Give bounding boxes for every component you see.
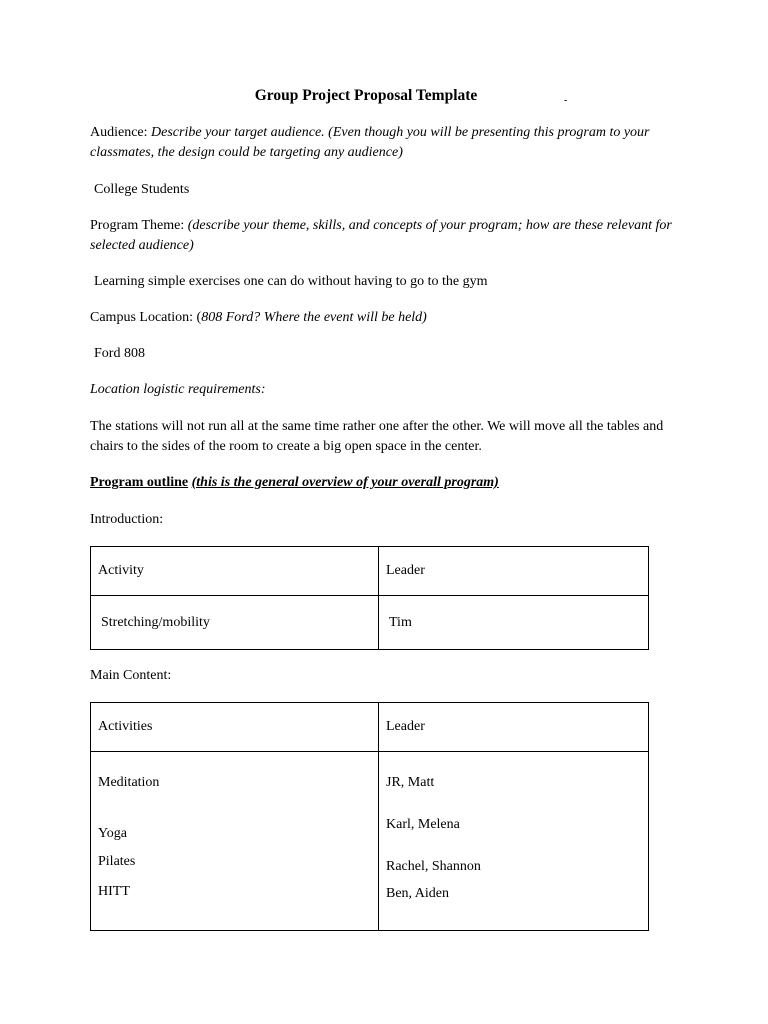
location-prompt-text: 808 Ford? Where the event will be held)	[201, 310, 427, 325]
theme-prompt-text: (describe your theme, skills, and concepts of your program; how are these relevant for selected audience)	[90, 218, 672, 253]
location-paren: (	[196, 310, 202, 325]
location-label: Campus Location:	[90, 310, 197, 325]
table-cell: Tim	[379, 596, 649, 650]
list-item: Meditation	[98, 775, 160, 790]
theme-prompt	[90, 216, 680, 256]
outline-note	[192, 475, 499, 490]
table-row	[91, 752, 649, 931]
location-answer: Ford 808	[94, 346, 145, 361]
outline-label: Program outline	[90, 475, 189, 490]
list-item: Karl, Melena	[386, 817, 460, 832]
main-content-heading: Main Content:	[90, 668, 172, 683]
logistics-answer: The stations will not run all at the same time rather one after the other. We will move all the tables and chairs to the sides of the room to create a big open space in the center.	[90, 419, 664, 454]
stray-mark: -	[564, 95, 568, 106]
list-item: HITT	[98, 884, 130, 899]
table-header-row	[91, 703, 649, 752]
theme-answer: Learning simple exercises one can do without having to go to the gym	[94, 274, 488, 289]
introduction-heading: Introduction:	[90, 512, 164, 527]
list-item: Rachel, Shannon	[386, 859, 481, 874]
document-title: Group Project Proposal Template	[254, 87, 478, 104]
introduction-table	[90, 546, 649, 650]
column-header: Activity	[91, 547, 379, 596]
logistics-label	[90, 380, 680, 400]
list-item: Yoga	[98, 826, 127, 841]
leaders-cell	[379, 752, 649, 931]
audience-answer: College Students	[94, 182, 190, 197]
table-cell: Stretching/mobility	[91, 596, 379, 650]
main-content-table	[90, 702, 649, 931]
location-prompt	[90, 308, 680, 328]
list-item: Pilates	[98, 854, 136, 869]
table-header-row	[91, 547, 649, 596]
theme-label: Program Theme:	[90, 218, 188, 233]
outline-note-text: (this is the general overview of your overall program)	[191, 475, 499, 490]
audience-label: Audience:	[90, 125, 152, 140]
audience-prompt-text: Describe your target audience. (Even though you will be presenting this program to your classmates, the design could be targeting any audience)	[90, 125, 650, 160]
column-header: Leader	[379, 703, 649, 752]
table-row	[91, 596, 649, 650]
column-header: Activities	[91, 703, 379, 752]
audience-prompt	[90, 123, 680, 163]
list-item: JR, Matt	[386, 775, 435, 790]
program-outline-heading	[90, 473, 680, 493]
column-header: Leader	[379, 547, 649, 596]
activities-cell	[91, 752, 379, 931]
logistics-label-text: Location logistic requirements:	[90, 382, 266, 397]
list-item: Ben, Aiden	[386, 886, 449, 901]
